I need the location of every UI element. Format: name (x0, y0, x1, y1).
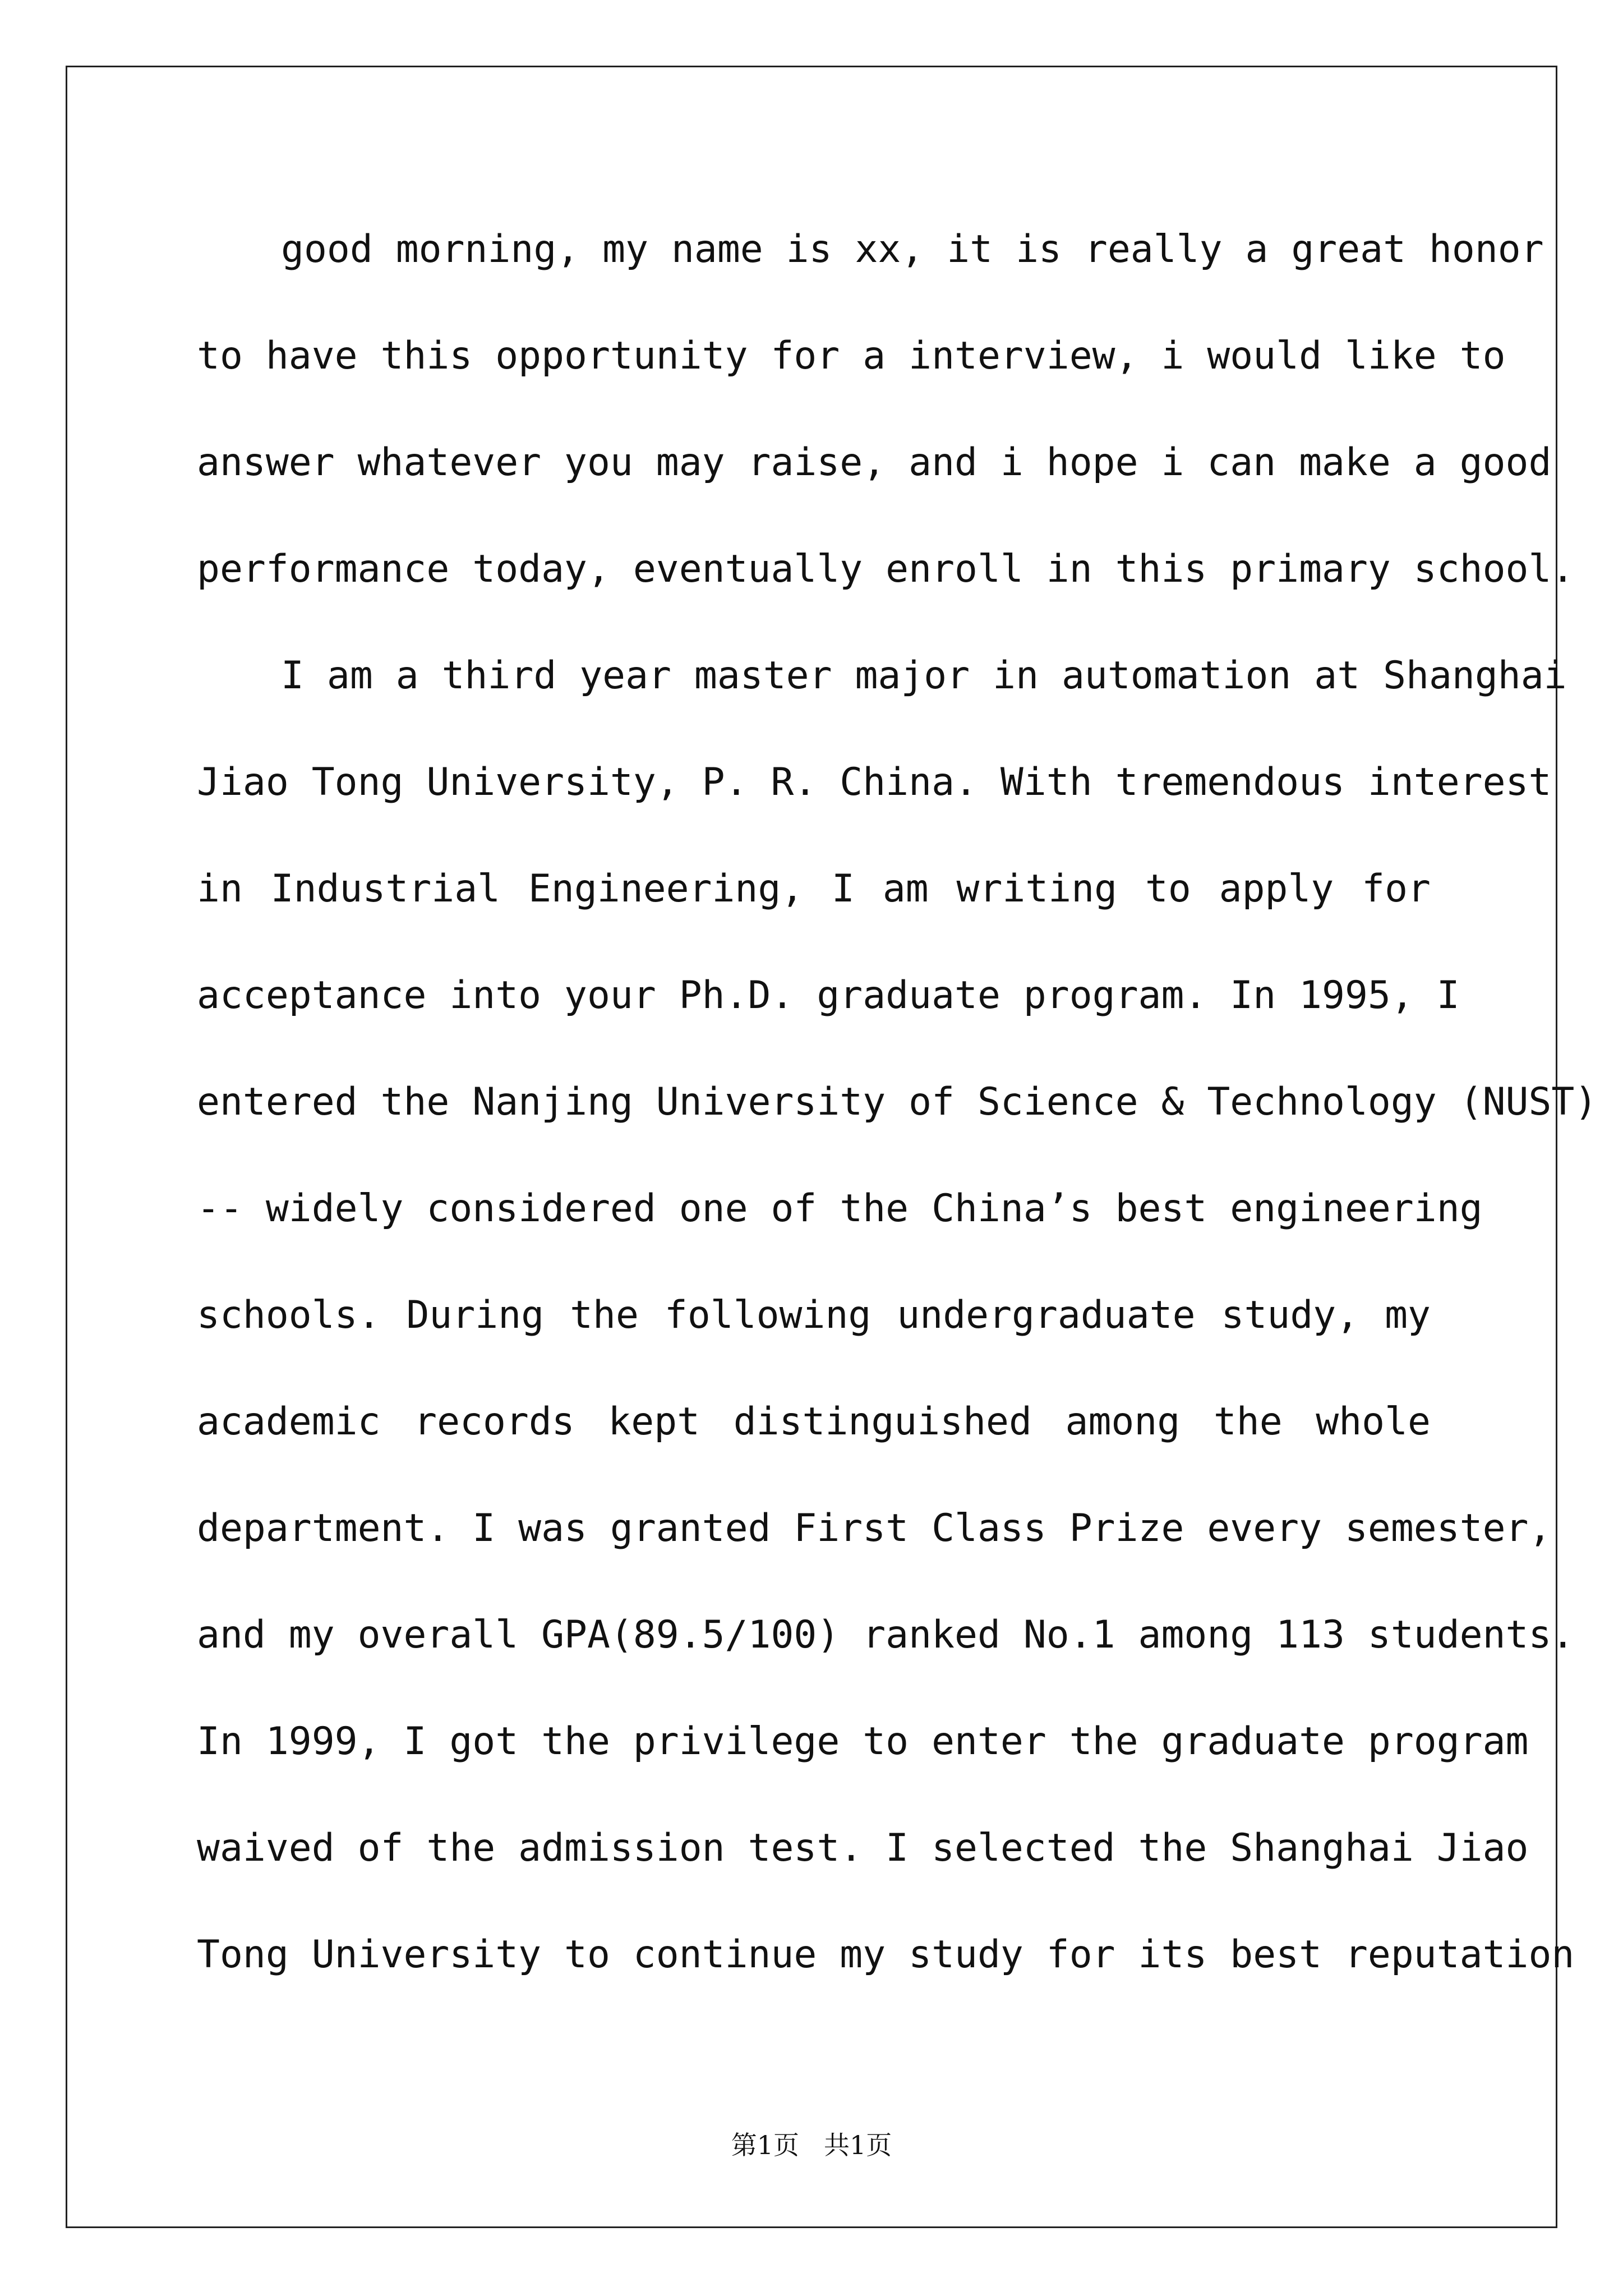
text-line: to have this opportunity for a interview, i would like to (197, 334, 1506, 378)
text-line: academic records kept distinguished among the whole (197, 1400, 1431, 1444)
text-line: I am a third year master major in automation at Shanghai (281, 654, 1567, 698)
text-line: Jiao Tong University, P. R. China. With tremendous interest (197, 760, 1552, 804)
page-total: 共1页 (823, 2130, 892, 2160)
text-line: acceptance into your Ph.D. graduate program. In 1995, I (197, 973, 1460, 1018)
text-line: -- widely considered one of the China’s best engineering (197, 1186, 1483, 1231)
footer-spacer (799, 2130, 824, 2160)
text-line: schools. During the following undergraduate study, my (197, 1293, 1431, 1337)
text-line: In 1999, I got the privilege to enter the graduate program (197, 1719, 1529, 1764)
text-line: performance today, eventually enroll in this primary school. (197, 547, 1575, 591)
text-line: waived of the admission test. I selected the Shanghai Jiao (197, 1826, 1529, 1870)
text-line: department. I was granted First Class Prize every semester, (197, 1506, 1552, 1550)
text-line: good morning, my name is xx, it is really a great honor (281, 227, 1544, 272)
page-footer (0, 2125, 1623, 2162)
page-number: 第1页 (731, 2130, 800, 2160)
text-line: in Industrial Engineering, I am writing to apply for (197, 867, 1431, 911)
text-line: answer whatever you may raise, and i hope i can make a good (197, 440, 1552, 485)
text-line: entered the Nanjing University of Science & Technology (NUST) (197, 1080, 1598, 1124)
text-line: and my overall GPA(89.5/100) ranked No.1 among 113 students. (197, 1613, 1575, 1657)
text-line: Tong University to continue my study for its best reputation (197, 1932, 1575, 1977)
document-body (197, 216, 1598, 2028)
